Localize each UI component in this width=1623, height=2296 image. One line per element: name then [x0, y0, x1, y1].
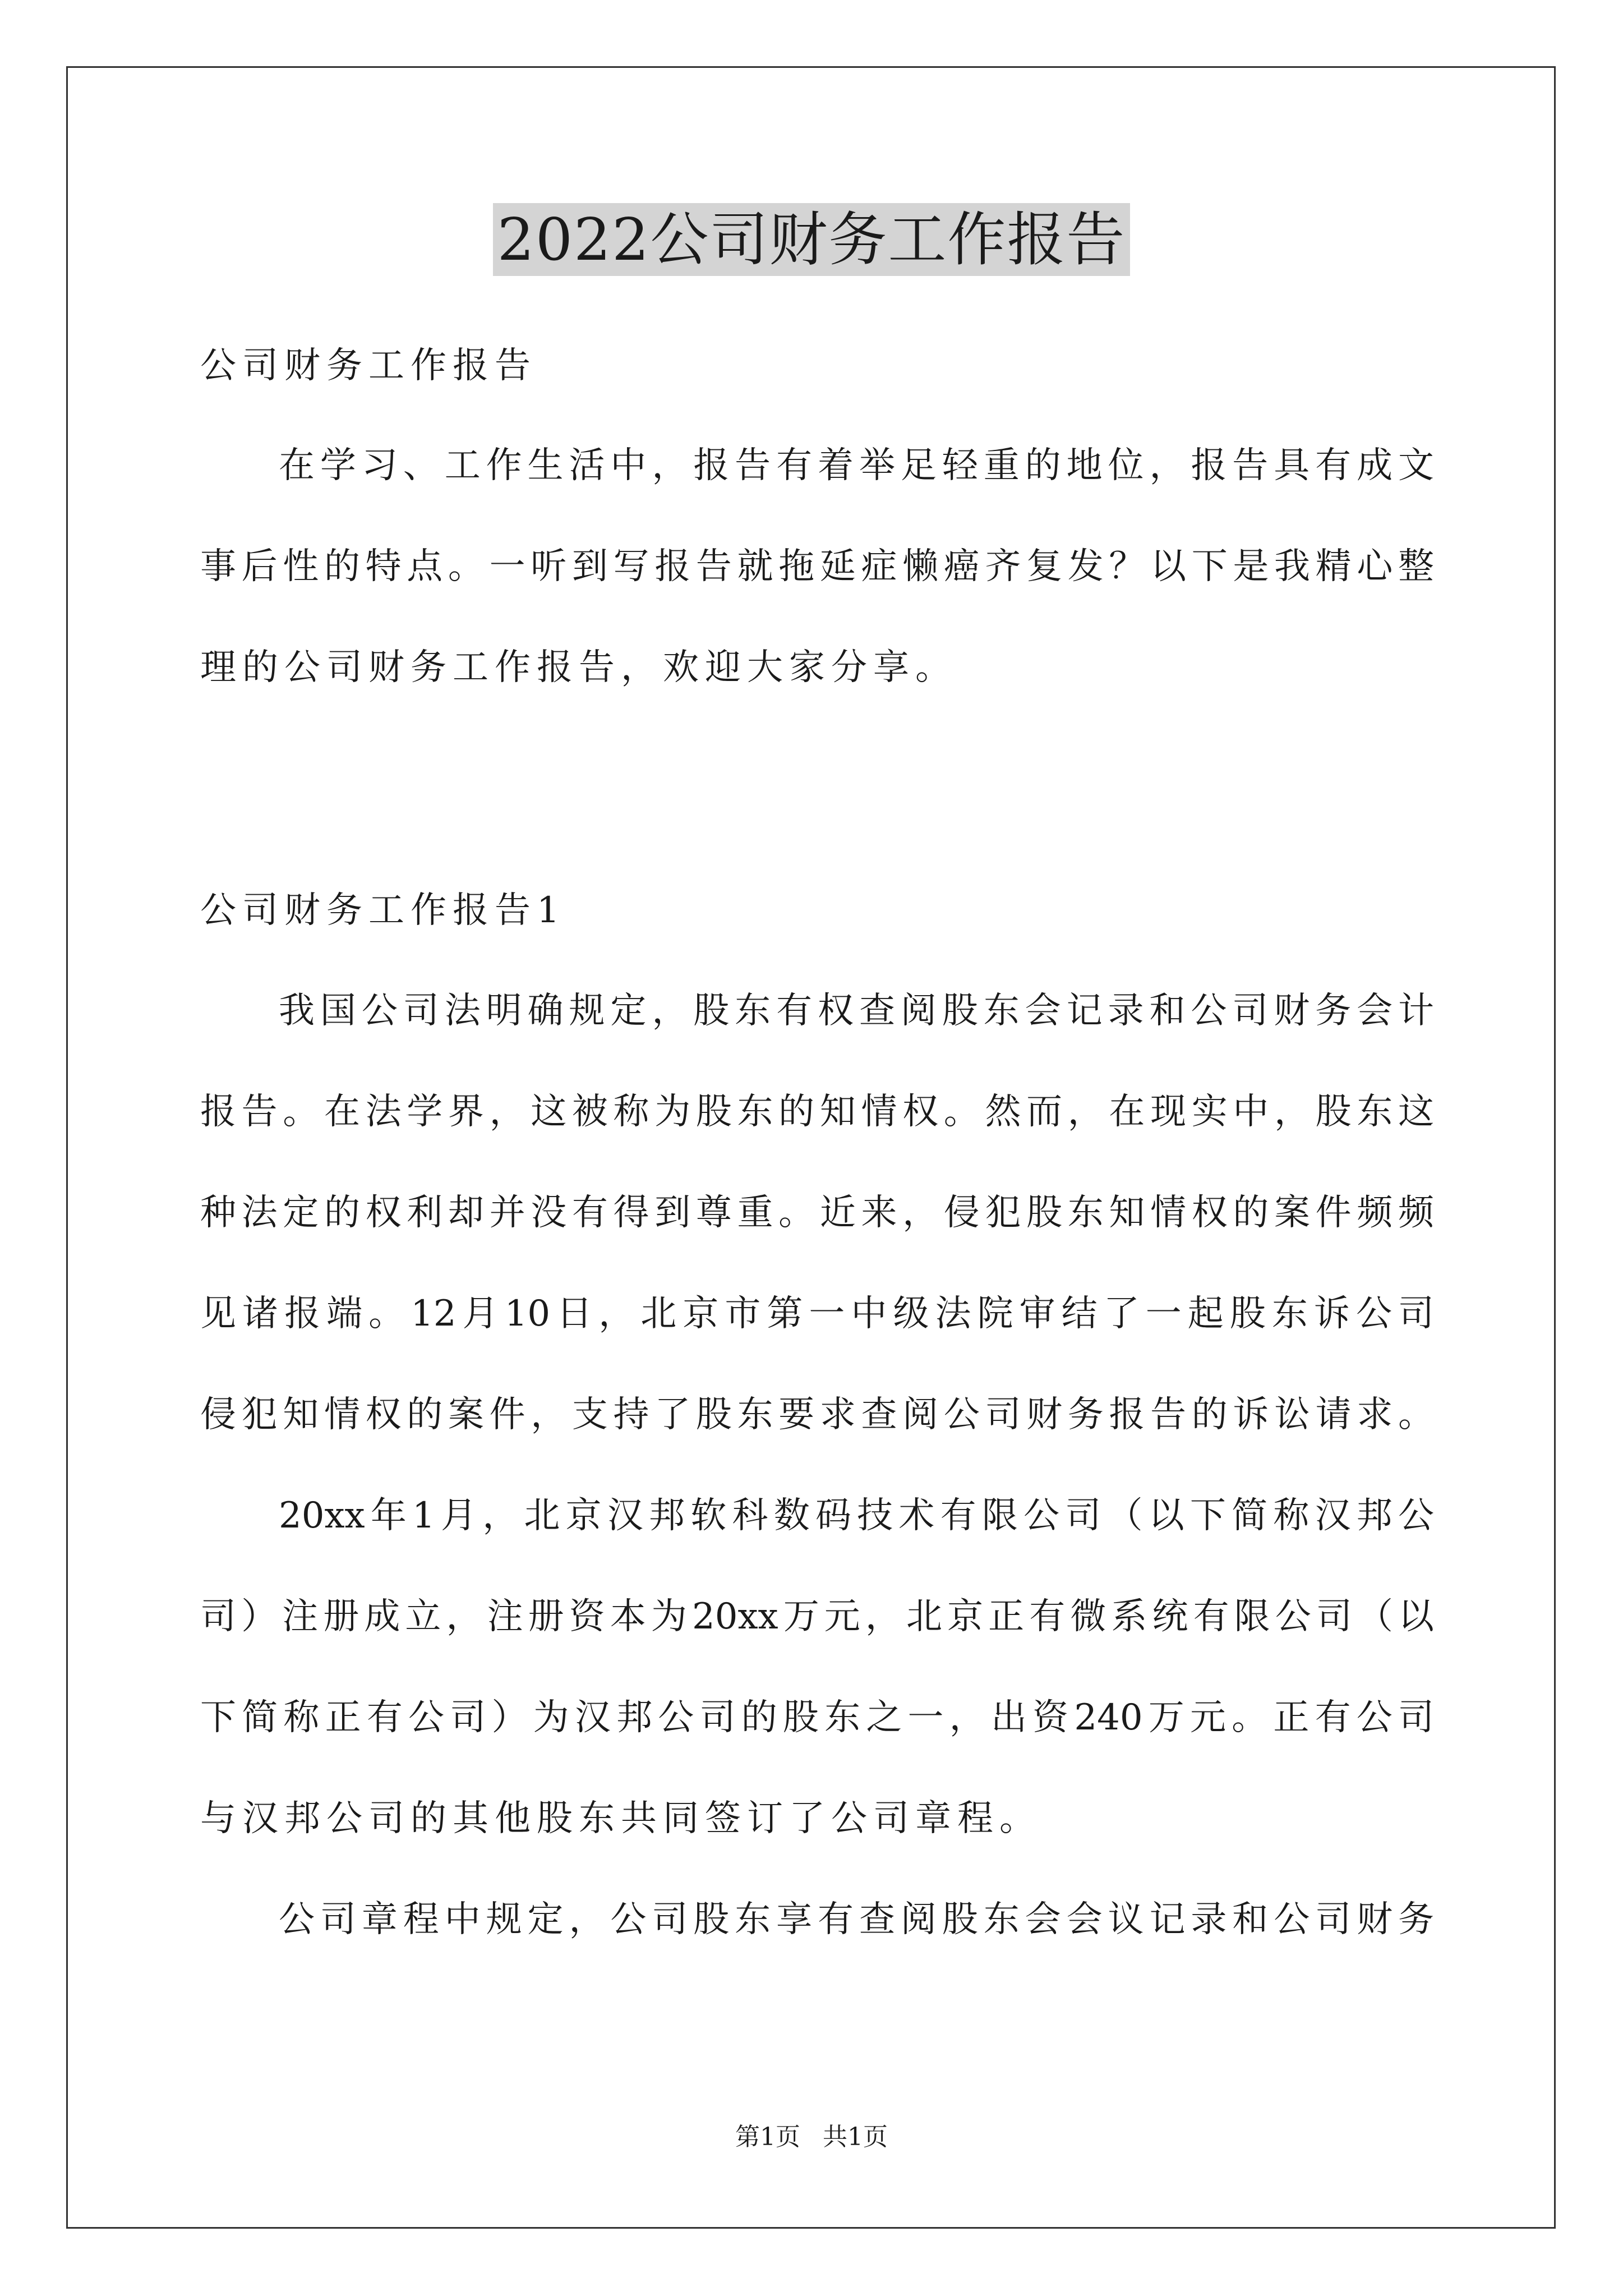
page-footer [0, 2120, 1623, 2154]
document-title: 2022公司财务工作报告 [493, 203, 1131, 276]
section-heading-intro: 公司财务工作报告 [200, 345, 537, 386]
page-number-current: 第1页 [735, 2123, 800, 2151]
page-number-total: 共1页 [823, 2123, 888, 2151]
paragraph-line: 与汉邦公司的其他股东共同签订了公司章程。 [200, 1798, 1041, 1839]
paragraph-line: 公司章程中规定，公司股东享有查阅股东会会议记录和公司财务 [279, 1899, 1434, 1940]
title-container [0, 203, 1623, 276]
paragraph-line: 事后性的特点。一听到写报告就拖延症懒癌齐复发？以下是我精心整 [200, 546, 1434, 587]
paragraph-line: 在学习、工作生活中，报告有着举足轻重的地位，报告具有成文 [279, 445, 1434, 486]
paragraph-line: 理的公司财务工作报告，欢迎大家分享。 [200, 647, 957, 688]
paragraph-line: 20xx年1月，北京汉邦软科数码技术有限公司（以下简称汉邦公 [279, 1495, 1434, 1536]
paragraph-line: 侵犯知情权的案件，支持了股东要求查阅公司财务报告的诉讼请求。 [200, 1394, 1434, 1435]
paragraph-line: 下简称正有公司）为汉邦公司的股东之一，出资240万元。正有公司 [200, 1697, 1434, 1738]
paragraph-line: 见诸报端。12月10日，北京市第一中级法院审结了一起股东诉公司 [200, 1293, 1434, 1335]
paragraph-line: 种法定的权利却并没有得到尊重。近来，侵犯股东知情权的案件频频 [200, 1192, 1434, 1234]
section-heading-1: 公司财务工作报告1 [200, 890, 566, 931]
paragraph-line: 司）注册成立，注册资本为20xx万元，北京正有微系统有限公司（以 [200, 1596, 1434, 1637]
paragraph-line: 报告。在法学界，这被称为股东的知情权。然而，在现实中，股东这 [200, 1091, 1434, 1133]
paragraph-line: 我国公司法明确规定，股东有权查阅股东会记录和公司财务会计 [279, 990, 1434, 1032]
